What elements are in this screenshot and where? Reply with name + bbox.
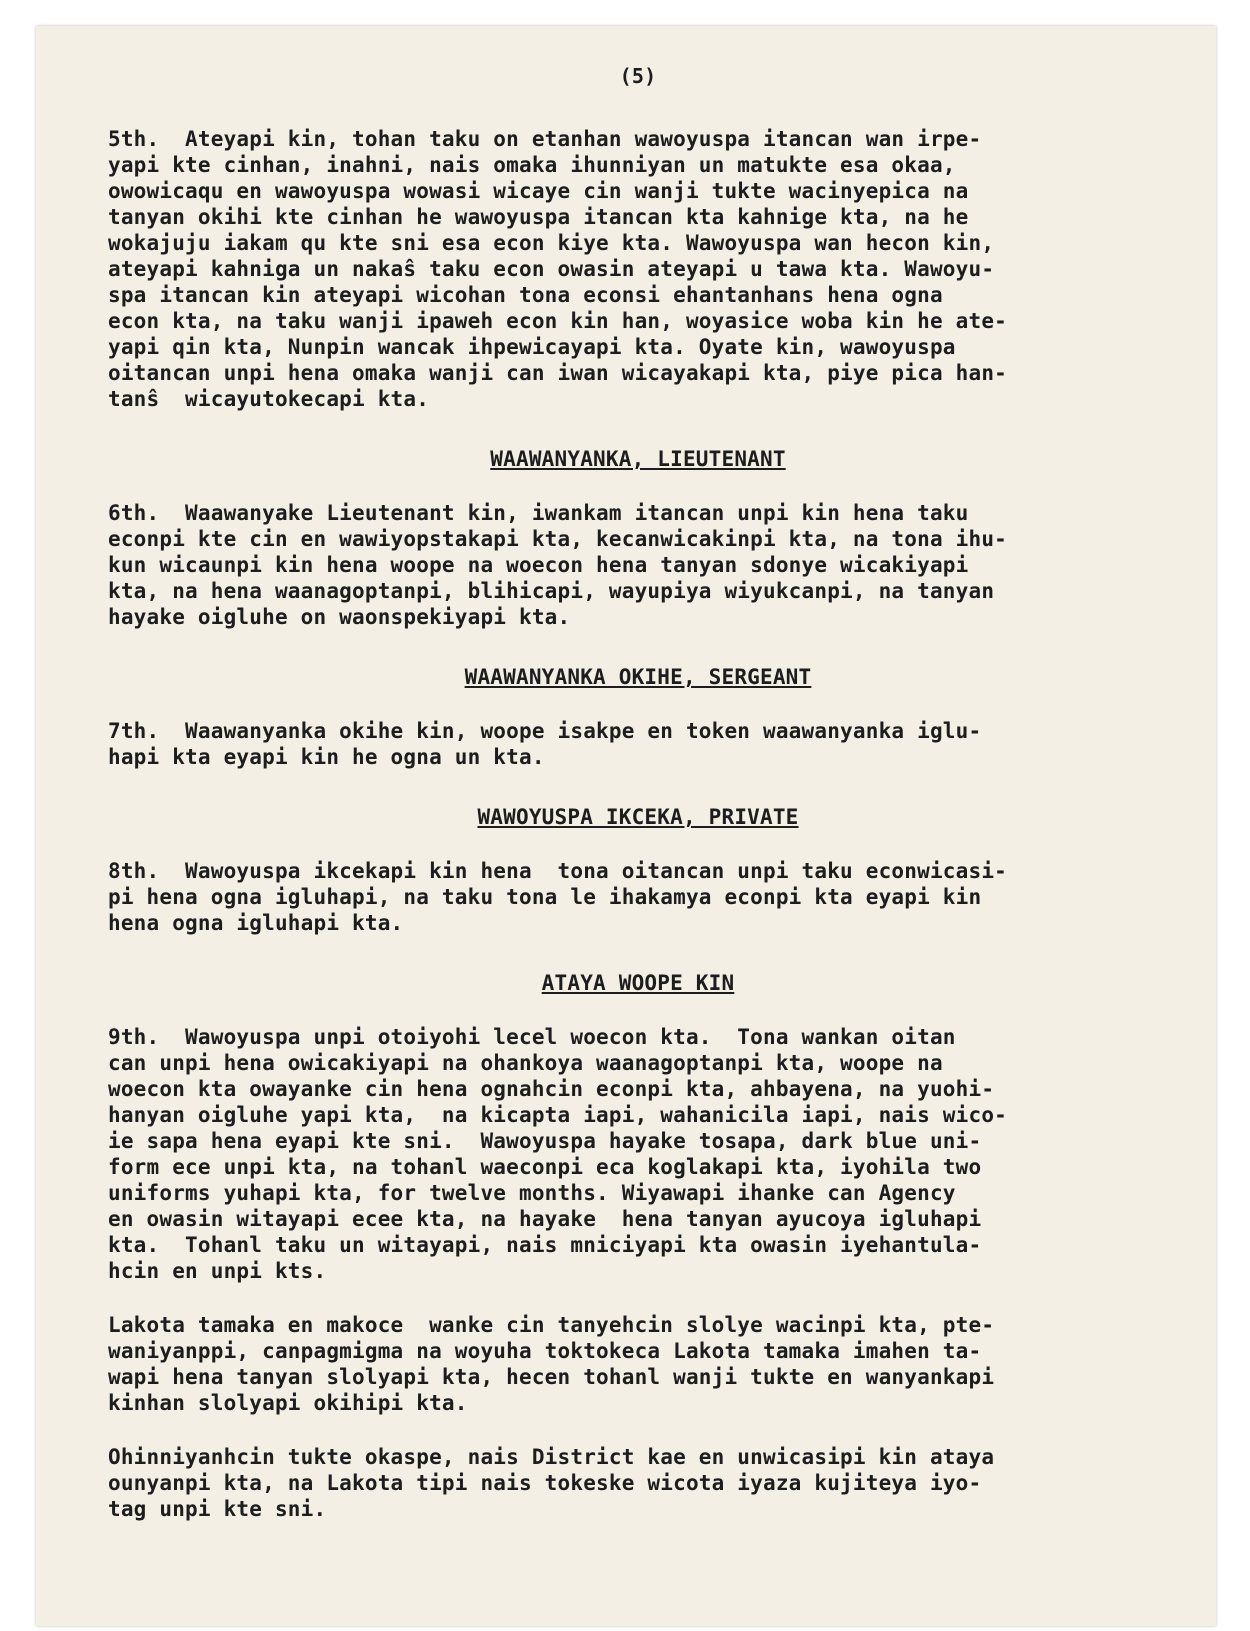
- heading-lieutenant: WAAWANYANKA, LIEUTENANT: [490, 447, 786, 471]
- heading-ataya-woope: ATAYA WOOPE KIN: [541, 971, 735, 995]
- heading-sergeant: WAAWANYANKA OKIHE, SERGEANT: [464, 665, 812, 689]
- paragraph-lakota-tamaka: Lakota tamaka en makoce wanke cin tanyehcin slolye wacinpi kta, pte- waniyanppi, canpagmigma na woyuha toktokeca Lakota tamaka imahen ta- wapi hena tanyan slolyapi kta, hecen tohanl wanji tukte en wanyankapi kinhan slolyapi okihipi kta.: [108, 1313, 995, 1415]
- paragraph-5th: 5th. Ateyapi kin, tohan taku on etanhan wawoyuspa itancan wan irpe- yapi kte cinhan, inahni, nais omaka ihunniyan un matukte esa okaa, owowicaqu en wawoyuspa wowasi wicaye cin wanji tukte wacinyepica na tanyan okihi kte cinhan he wawoyuspa itancan kta kahnige kta, na he wokajuju iakam qu kte sni esa econ kiye kta. Wawoyuspa wan hecon kin, ateyapi kahniga un nakaŝ taku econ owasin ateyapi u tawa kta. Wawoyu- spa itancan kin ateyapi wicohan tona econsi ehantanhans hena ogna econ kta, na taku wanji ipaweh econ kin han, woyasice woba kin he ate- yapi qin kta, Nunpin wancak ihpewicayapi kta. Oyate kin, wawoyuspa oitancan unpi hena omaka wanji can iwan wicayakapi kta, piye pica han- tanŝ wicayutokecapi kta.: [108, 127, 1008, 411]
- heading-private: WAWOYUSPA IKCEKA, PRIVATE: [477, 805, 799, 829]
- paragraph-6th: 6th. Waawanyake Lieutenant kin, iwankam itancan unpi kin hena taku econpi kte cin en wawiyopstakapi kta, kecanwicakinpi kta, na tona ihu- kun wicaunpi kin hena woope na woecon hena tanyan sdonye wicakiyapi kta, na hena waanagoptanpi, blihicapi, wayupiya wiyukcanpi, na tanyan hayake oigluhe on waonspekiyapi kta.: [108, 501, 1008, 629]
- document-page: [36, 26, 1216, 1626]
- paragraph-ohinniyanhcin: Ohinniyanhcin tukte okaspe, nais District kae en unwicasipi kin ataya ounyanpi kta, na Lakota tipi nais tokeske wicota iyaza kujiteya iyo- tag unpi kte sni.: [108, 1445, 995, 1521]
- page-text: [108, 66, 1168, 1522]
- paragraph-8th: 8th. Wawoyuspa ikcekapi kin hena tona oitancan unpi taku econwicasi- pi hena ogna igluhapi, na taku tona le ihakamya econpi kta eyapi kin hena ogna igluhapi kta.: [108, 859, 1008, 935]
- paragraph-7th: 7th. Waawanyanka okihe kin, woope isakpe en token waawanyanka iglu- hapi kta eyapi kin he ogna un kta.: [108, 719, 982, 769]
- paragraph-9th: 9th. Wawoyuspa unpi otoiyohi lecel woecon kta. Tona wankan oitan can unpi hena owicakiyapi na ohankoya waanagoptanpi kta, woope na woecon kta owayanke cin hena ognahcin econpi kta, ahbayena, na yuohi- hanyan oigluhe yapi kta, na kicapta iapi, wahanicila iapi, nais wico- ie sapa hena eyapi kte sni. Wawoyuspa hayake tosapa, dark blue uni- form ece unpi kta, na tohanl waeconpi eca koglakapi kta, iyohila two uniforms yuhapi kta, for twelve months. Wiyawapi ihanke can Agency en owasin witayapi ecee kta, na hayake hena tanyan ayucoya igluhapi kta. Tohanl taku un witayapi, nais mniciyapi kta owasin iyehantula- hcin en unpi kts.: [108, 1025, 1008, 1283]
- page-number: (5): [619, 64, 657, 88]
